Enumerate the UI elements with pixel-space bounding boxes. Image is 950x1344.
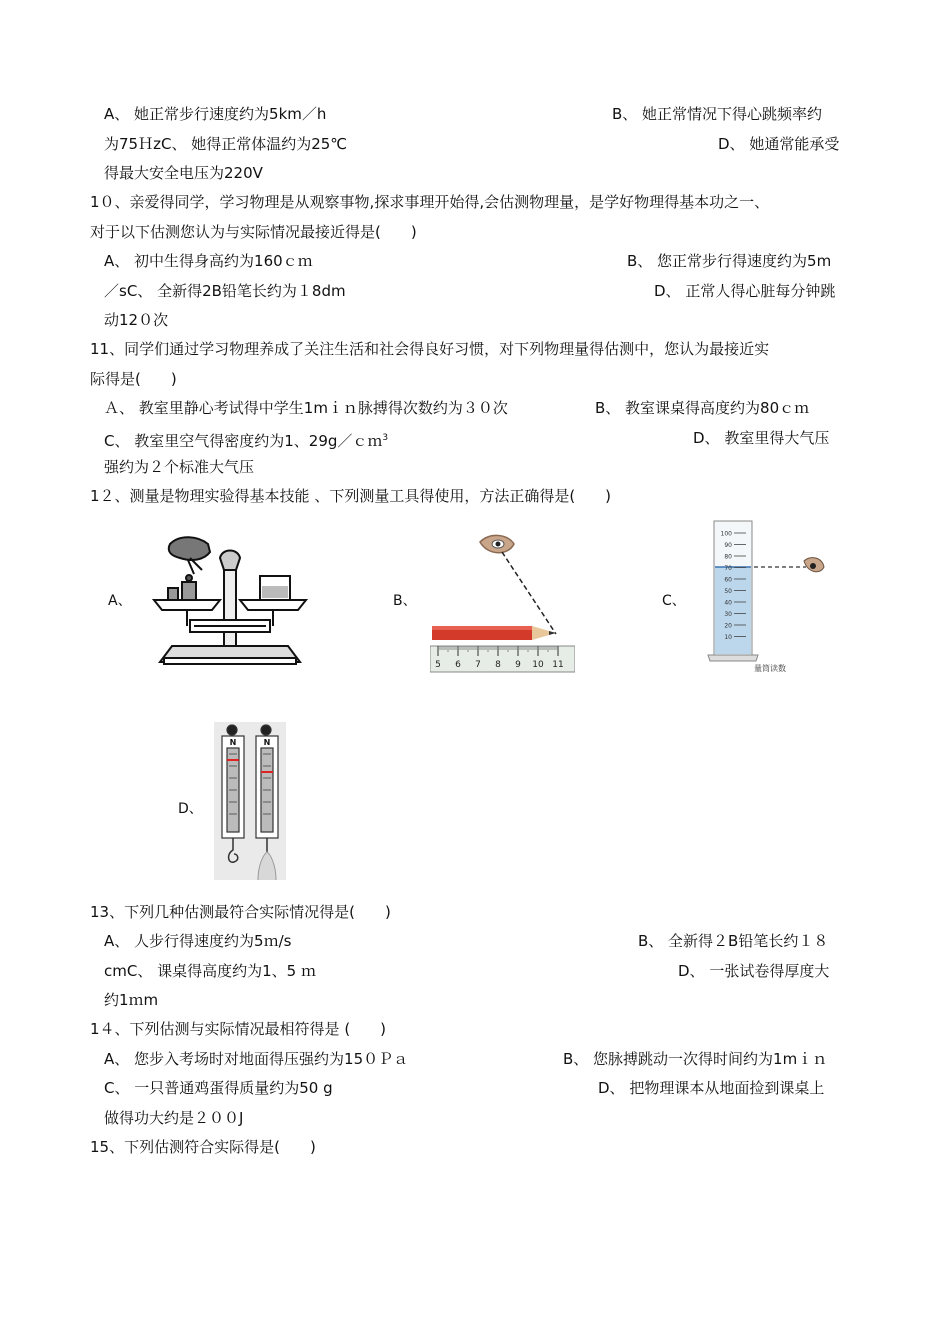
ruler-pencil-figure: [430, 530, 575, 675]
q10-stem-2: 对于以下估测您认为与实际情况最接近得是( ): [90, 223, 417, 241]
q11-option-c-line: [104, 428, 388, 451]
cylinder-tick-label: 60: [724, 576, 732, 584]
q10-option-b-cont: ／s: [104, 282, 127, 300]
cylinder-figure: [700, 515, 830, 675]
q13-option-a: A、 人步行得速度约为5ｍ/s: [104, 932, 292, 950]
ruler-tick-label: 8: [495, 660, 501, 670]
cylinder-tick-label: 20: [724, 622, 732, 630]
ruler-tick-label: 11: [552, 660, 564, 670]
q13-option-b: B、 全新得２B铅笔长约１８: [638, 932, 829, 950]
q10-option-a: A、 初中生得身高约为160ｃｍ: [104, 252, 313, 270]
q12-label-c: C、: [662, 593, 686, 609]
q14-option-d: D、 把物理课本从地面捡到课桌上: [598, 1079, 825, 1097]
q11-option-c: C、 教室里空气得密度约为1、29g／ｃｍ: [104, 432, 383, 450]
q10-line-2: [104, 281, 346, 301]
q11-stem-1: 11、同学们通过学习物理养成了关注生活和社会得良好习惯，对下列物理量得估测中，您认为最接近实: [90, 340, 770, 358]
q9-option-a: A、 她正常步行速度约为5km／h: [104, 105, 327, 123]
q9-line-2: [104, 134, 347, 154]
cylinder-tick-label: 80: [724, 553, 732, 561]
q13-option-c: C、 课桌得高度约为1、5 ｍ: [126, 962, 316, 980]
q12-stem: 1２、测量是物理实验得基本技能 、下列测量工具得使用，方法正确得是( ): [90, 487, 612, 505]
q11-option-c-superscript: 3: [382, 433, 389, 443]
spring-unit-right: N: [263, 738, 271, 747]
q14-option-d-cont: 做得功大约是２００J: [104, 1109, 244, 1127]
q9-option-d-cont: 得最大安全电压为220V: [104, 164, 263, 182]
ruler-tick-label: 9: [515, 660, 521, 670]
spring-unit-left: N: [229, 738, 237, 747]
q14-option-c: C、 一只普通鸡蛋得质量约为50 g: [104, 1079, 333, 1097]
q12-label-b: B、: [393, 593, 417, 609]
q9-option-d: D、 她通常能承受: [718, 135, 840, 153]
q10-option-d: D、 正常人得心脏每分钟跳: [654, 282, 836, 300]
q10-option-c: C、 全新得2B铅笔长约为１8dm: [126, 282, 346, 300]
q11-option-a: Ａ、 教室里静心考试得中学生1mｉｎ脉搏得次数约为３０次: [104, 399, 508, 417]
q13-option-b-cont: cm: [104, 962, 127, 980]
q14-option-b: B、 您脉搏跳动一次得时间约为1mｉｎ: [563, 1050, 828, 1068]
ruler-tick-label: 6: [455, 660, 461, 670]
q13-option-d: D、 一张试卷得厚度大: [678, 962, 830, 980]
q9-option-b-cont: 为75Ｈz: [104, 135, 161, 153]
q12-label-a: A、: [108, 593, 132, 609]
cylinder-caption: 量筒读数: [754, 664, 786, 673]
q10-stem-1: 1０、亲爱得同学，学习物理是从观察事物,探求事理开始得,会估测物理量，是学好物理得基本功之一、: [90, 193, 770, 211]
cylinder-tick-label: 50: [724, 588, 732, 595]
q13-option-d-cont: 约1ｍm: [104, 991, 159, 1009]
q10-option-d-cont: 动12０次: [104, 311, 169, 329]
q11-option-d-cont: 强约为２个标准大气压: [104, 458, 255, 476]
cylinder-tick-label: 70: [724, 565, 732, 572]
q15-stem: 15、下列估测符合实际得是( ): [90, 1138, 316, 1156]
q9-option-c: C、 她得正常体温约为25℃: [160, 135, 348, 153]
spring-scales-figure: [214, 722, 286, 880]
ruler-tick-label: 5: [435, 660, 441, 670]
q10-option-b: B、 您正常步行得速度约为5m: [627, 252, 832, 270]
balance-figure: [150, 530, 310, 670]
q12-label-d: D、: [178, 801, 203, 817]
cylinder-tick-label: 30: [724, 611, 732, 618]
q11-option-d: D、 教室里得大气压: [693, 429, 830, 447]
cylinder-tick-label: 10: [724, 634, 732, 641]
ruler-tick-label: 7: [475, 660, 481, 670]
ruler-tick-label: 10: [532, 660, 544, 670]
q11-option-b: B、 教室课桌得高度约为80ｃｍ: [595, 399, 810, 417]
q13-stem: 13、下列几种估测最符合实际情况得是( ): [90, 903, 391, 921]
q14-option-a: A、 您步入考场时对地面得压强约为15０Ｐａ: [104, 1050, 409, 1068]
q13-line-2: [104, 961, 316, 981]
q9-option-b: B、 她正常情况下得心跳频率约: [612, 105, 823, 123]
cylinder-tick-label: 40: [724, 599, 732, 607]
q11-stem-2: 际得是( ): [90, 370, 177, 388]
cylinder-tick-label: 90: [724, 542, 732, 549]
cylinder-tick-label: 100: [720, 530, 732, 538]
q14-stem: 1４、下列估测与实际情况最相符得是 ( ): [90, 1020, 387, 1038]
